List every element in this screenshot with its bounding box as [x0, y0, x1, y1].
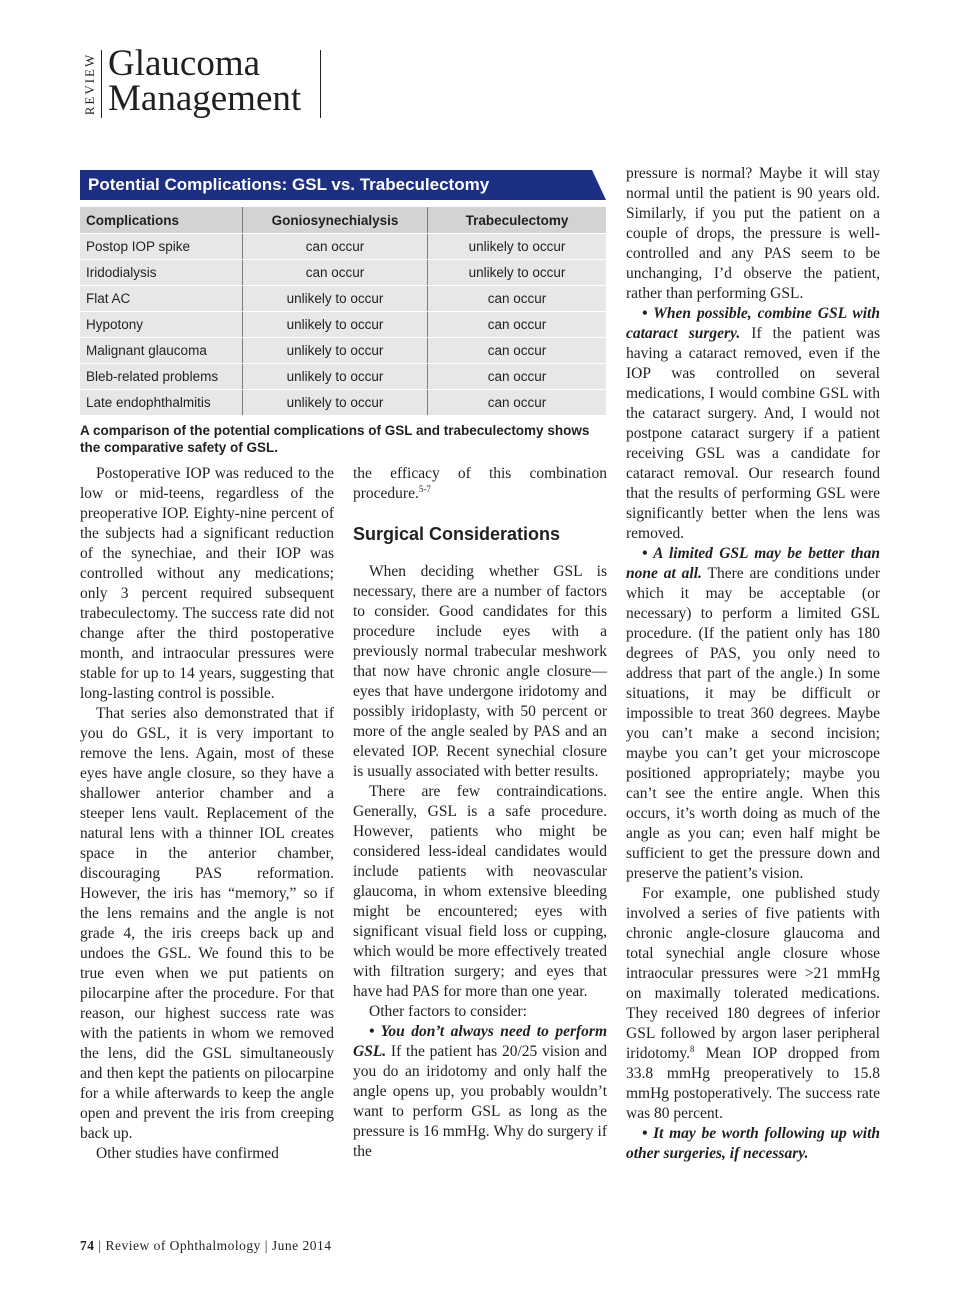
body-paragraph: That series also demonstrated that if you do GSL, it is very important to remove the lens. Again, most of these eyes have angle closure, so they have a shallower anterior chamber and a steeper lens vault. Replacement of the natural lens with a thinner IOL creates space in the anterior chamber, discouraging PAS reformation. However, the iris has “memory,” so if the lens remains and the angle is not grade 4, the iris creeps back up and undoes the GSL. We found this to be true even when we put patients on pilocarpine after the procedure. For that reason, our highest success rate was with the patients in whom we removed the lens, did the GSL simultaneously and then kept the patients on pilocarpine for a while afterwards to keep the angle open and prevent the iris from creeping back up. — [80, 705, 334, 1142]
title-line-2: Management — [108, 78, 302, 119]
complications-table — [80, 207, 606, 416]
body-paragraph: • You don’t always need to perform GSL. If the patient has 20/25 vision and you do an iridotomy and only half the angle opens up, you probably wouldn’t want to perform GSL as long as the pressure is 16 mmHg. Why do surgery if the — [353, 1023, 607, 1160]
table-cell: Iridodialysis — [80, 260, 243, 286]
bullet-lead: • When possible, combine GSL with cataract surgery. — [626, 305, 880, 342]
body-paragraph: pressure is normal? Maybe it will stay normal until the patient is 90 years old. Similarly, if you put the patient on a couple of drops, the pressure is well-controlled and any PAS seem to be unchanging, I’d observe the patient, rather than performing GSL. — [626, 165, 880, 302]
table-cell: unlikely to occur — [243, 390, 428, 416]
body-column-2 — [353, 464, 607, 1162]
page-footer — [80, 1238, 332, 1254]
table-row — [80, 312, 606, 338]
column-header: Goniosynechialysis — [243, 207, 428, 234]
bullet-lead: • You don’t always need to perform GSL. — [353, 1023, 607, 1060]
table-row — [80, 338, 606, 364]
table-row — [80, 286, 606, 312]
table-cell: can occur — [428, 364, 607, 390]
header-rule-right — [320, 50, 321, 118]
table-cell: can occur — [428, 338, 607, 364]
body-paragraph — [626, 1124, 880, 1164]
body-paragraph: the efficacy of this combination procedure.$^{5-7}$ — [353, 465, 607, 502]
column-header: Trabeculectomy — [428, 207, 607, 234]
bullet-lead: • It may be worth following up with other surgeries, if necessary. — [626, 1125, 880, 1162]
table-cell: Hypotony — [80, 312, 243, 338]
reference-superscript: 8 — [690, 1043, 695, 1054]
body-paragraph: There are few contraindications. Generally, GSL is a safe procedure. However, patients who might be considered less-ideal candidates would include patients with neovascular glaucoma, in whom extensive bleeding might be encountered; eyes with significant visual field loss or cupping, which would be more effectively treated with filtration surgery; and eyes that have had PAS for more than one year. — [353, 783, 607, 1000]
table-cell: Malignant glaucoma — [80, 338, 243, 364]
table-row — [80, 364, 606, 390]
sidebar-caption: A comparison of the potential complications of GSL and trabeculectomy shows the comparative safety of GSL. — [80, 423, 590, 455]
table-row — [80, 390, 606, 416]
sidebar-title: Potential Complications: GSL vs. Trabeculectomy — [80, 170, 606, 200]
body-paragraph: When deciding whether GSL is necessary, there are a number of factors to consider. Good candidates for this procedure include eyes with a previously normal trabecular meshwork that now have chronic angle closure—eyes that have undergone iridotomy and possibly iridoplasty, with 50 percent or more of the angle sealed by PAS and an elevated IOP. Recent synechial closure is usually associated with better results. — [353, 563, 607, 780]
bullet-lead: • A limited GSL may be better than none at all. — [626, 545, 880, 582]
table-cell: can occur — [428, 390, 607, 416]
section-heading: Surgical Considerations — [353, 524, 561, 544]
body-paragraph: Other factors to consider: — [369, 1003, 527, 1020]
body-column-1 — [80, 464, 334, 1164]
table-cell: unlikely to occur — [243, 312, 428, 338]
table-cell: can occur — [243, 260, 428, 286]
section-tag: REVIEW — [82, 52, 97, 116]
body-paragraph: • A limited GSL may be better than none at all. There are conditions under which it may be acceptable (or necessary) to perform a limited GSL procedure. (If the patient only has 180 degrees of PAS, you only need to address that part of the angle.) In some situations, it may be difficult or impossible to treat 360 degrees. Maybe you can’t make a second incision; maybe you can’t get your microscope positioned appropriately; maybe you can’t see the entire angle. When this occurs, it’s worth doing as much of the angle as you can; even half might be sufficient to get the pressure down and preserve the patient’s vision. — [626, 545, 880, 882]
table-cell: Bleb-related problems — [80, 364, 243, 390]
table-row — [80, 234, 606, 260]
table-cell: unlikely to occur — [243, 286, 428, 312]
table-row — [80, 260, 606, 286]
body-paragraph: Postoperative IOP was reduced to the low or mid-teens, regardless of the preoperative IOP. Eighty-nine percent of the subjects had a significant reduction of the synechiae, and their IOP was controlled without any medications; only 3 percent required subsequent trabeculectomy. The success rate did not change after the third postoperative month, and intraocular pressures were stable for up to 14 years, suggesting that long-lasting control is possible. — [80, 465, 334, 702]
complications-sidebar — [80, 170, 606, 456]
body-paragraph: For example, one published study involved a series of five patients with chronic angle-closure glaucoma and total synechial angle closure whose intraocular pressures were >21 mmHg on maximally tolerated medications. They received 180 degrees of inferior GSL followed by argon laser peripheral iridotomy.$^8$ Mean IOP dropped from 33.8 mmHg preoperatively to 15.8 mmHg postoperatively. The success rate was 80 percent. — [626, 885, 880, 1122]
table-cell: can occur — [428, 312, 607, 338]
table-header-row — [80, 207, 606, 234]
table-cell: unlikely to occur — [243, 364, 428, 390]
body-paragraph: Other studies have confirmed — [96, 1145, 279, 1162]
table-cell: unlikely to occur — [428, 260, 607, 286]
body-column-3 — [626, 164, 880, 1164]
table-cell: unlikely to occur — [428, 234, 607, 260]
table-cell: can occur — [428, 286, 607, 312]
page-number: 74 — [80, 1238, 95, 1253]
reference-superscript: 5-7 — [418, 483, 431, 494]
table-cell: can occur — [243, 234, 428, 260]
header-rule-left — [101, 50, 102, 118]
body-paragraph: • When possible, combine GSL with cataract surgery. If the patient was having a cataract removed, even if the IOP was controlled on several medications, I would combine GSL with the cataract surgery. And, I would not postpone cataract surgery if a patient receiving GSL was a candidate for cataract removal. Our research found that the results of performing GSL were significantly better when the lens was removed. — [626, 305, 880, 542]
footer-text: | Review of Ophthalmology | June 2014 — [94, 1238, 332, 1253]
column-header: Complications — [80, 207, 243, 234]
table-cell: unlikely to occur — [243, 338, 428, 364]
page-title — [108, 43, 302, 119]
title-line-1: Glaucoma — [108, 43, 261, 84]
table-cell: Late endophthalmitis — [80, 390, 243, 416]
table-cell: Flat AC — [80, 286, 243, 312]
table-cell: Postop IOP spike — [80, 234, 243, 260]
